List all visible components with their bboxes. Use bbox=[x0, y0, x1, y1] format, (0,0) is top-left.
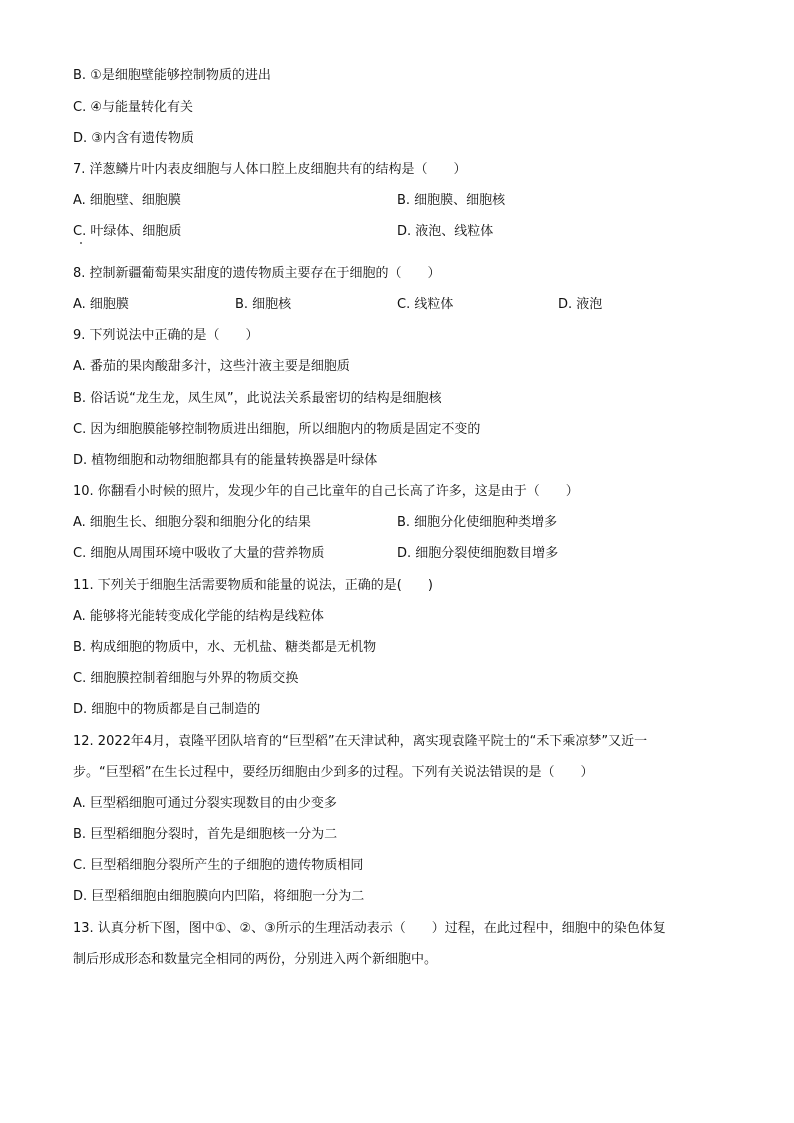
q10-option-d: D. 细胞分裂使细胞数目增多 bbox=[397, 546, 559, 561]
q12-option-a: A. 巨型稻细胞可通过分裂实现数目的由少变多 bbox=[73, 796, 337, 811]
question-12-line-1: 12. 2022年4月，袁隆平团队培育的“巨型稻”在天津试种，离实现袁隆平院士的“禾下乘凉梦”又近一 bbox=[73, 734, 648, 749]
question-13-line-1: 13. 认真分析下图，图中①、②、③所示的生理活动表示（ ）过程，在此过程中，细胞中的染色体复 bbox=[73, 921, 666, 936]
q7-option-b: B. 细胞膜、细胞核 bbox=[397, 193, 506, 208]
question-11: 11. 下列关于细胞生活需要物质和能量的说法，正确的是( ) bbox=[73, 578, 433, 593]
question-10: 10. 你翻看小时候的照片，发现少年的自己比童年的自己长高了许多，这是由于（ ） bbox=[73, 484, 579, 499]
q9-option-d: D. 植物细胞和动物细胞都具有的能量转换器是叶绿体 bbox=[73, 453, 378, 468]
q10-option-c: C. 细胞从周围环境中吸收了大量的营养物质 bbox=[73, 546, 325, 561]
question-13-line-2: 制后形成形态和数量完全相同的两份，分别进入两个新细胞中。 bbox=[73, 952, 438, 967]
option-b-line: B. ①是细胞壁能够控制物质的进出 bbox=[73, 68, 271, 83]
q8-option-d: D. 液泡 bbox=[558, 297, 603, 312]
q9-option-c: C. 因为细胞膜能够控制物质进出细胞，所以细胞内的物质是固定不变的 bbox=[73, 422, 481, 437]
question-8: 8. 控制新疆葡萄果实甜度的遗传物质主要存在于细胞的（ ） bbox=[73, 266, 441, 281]
q11-option-b: B. 构成细胞的物质中，水、无机盐、糖类都是无机物 bbox=[73, 640, 377, 655]
q8-option-b: B. 细胞核 bbox=[235, 297, 292, 312]
q9-option-b: B. 俗话说“龙生龙，凤生凤”，此说法关系最密切的结构是细胞核 bbox=[73, 391, 442, 406]
q9-option-a: A. 番茄的果肉酸甜多汁，这些汁液主要是细胞质 bbox=[73, 359, 350, 374]
q8-option-a: A. 细胞膜 bbox=[73, 297, 129, 312]
q7-option-d: D. 液泡、线粒体 bbox=[397, 224, 494, 239]
q8-option-c: C. 线粒体 bbox=[397, 297, 454, 312]
q11-option-a: A. 能够将光能转变成化学能的结构是线粒体 bbox=[73, 609, 324, 624]
option-c-line: C. ④与能量转化有关 bbox=[73, 100, 193, 115]
q12-option-d: D. 巨型稻细胞由细胞膜向内凹陷，将细胞一分为二 bbox=[73, 889, 365, 904]
q12-option-b: B. 巨型稻细胞分裂时，首先是细胞核一分为二 bbox=[73, 827, 338, 842]
question-12-line-2: 步。“巨型稻”在生长过程中，要经历细胞由少到多的过程。下列有关说法错误的是（ ） bbox=[73, 765, 594, 780]
q11-option-d: D. 细胞中的物质都是自己制造的 bbox=[73, 702, 261, 717]
q10-option-a: A. 细胞生长、细胞分裂和细胞分化的结果 bbox=[73, 515, 311, 530]
q11-option-c: C. 细胞膜控制着细胞与外界的物质交换 bbox=[73, 671, 299, 686]
q7-option-c: C. 叶绿体、细胞质 bbox=[73, 224, 182, 239]
stray-dot-mark bbox=[80, 242, 82, 244]
question-9: 9. 下列说法中正确的是（ ） bbox=[73, 328, 259, 343]
option-d-line: D. ③内含有遗传物质 bbox=[73, 131, 194, 146]
question-7: 7. 洋葱鳞片叶内表皮细胞与人体口腔上皮细胞共有的结构是（ ） bbox=[73, 162, 467, 177]
q7-option-a: A. 细胞壁、细胞膜 bbox=[73, 193, 181, 208]
q10-option-b: B. 细胞分化使细胞种类增多 bbox=[397, 515, 558, 530]
q12-option-c: C. 巨型稻细胞分裂所产生的子细胞的遗传物质相同 bbox=[73, 858, 364, 873]
